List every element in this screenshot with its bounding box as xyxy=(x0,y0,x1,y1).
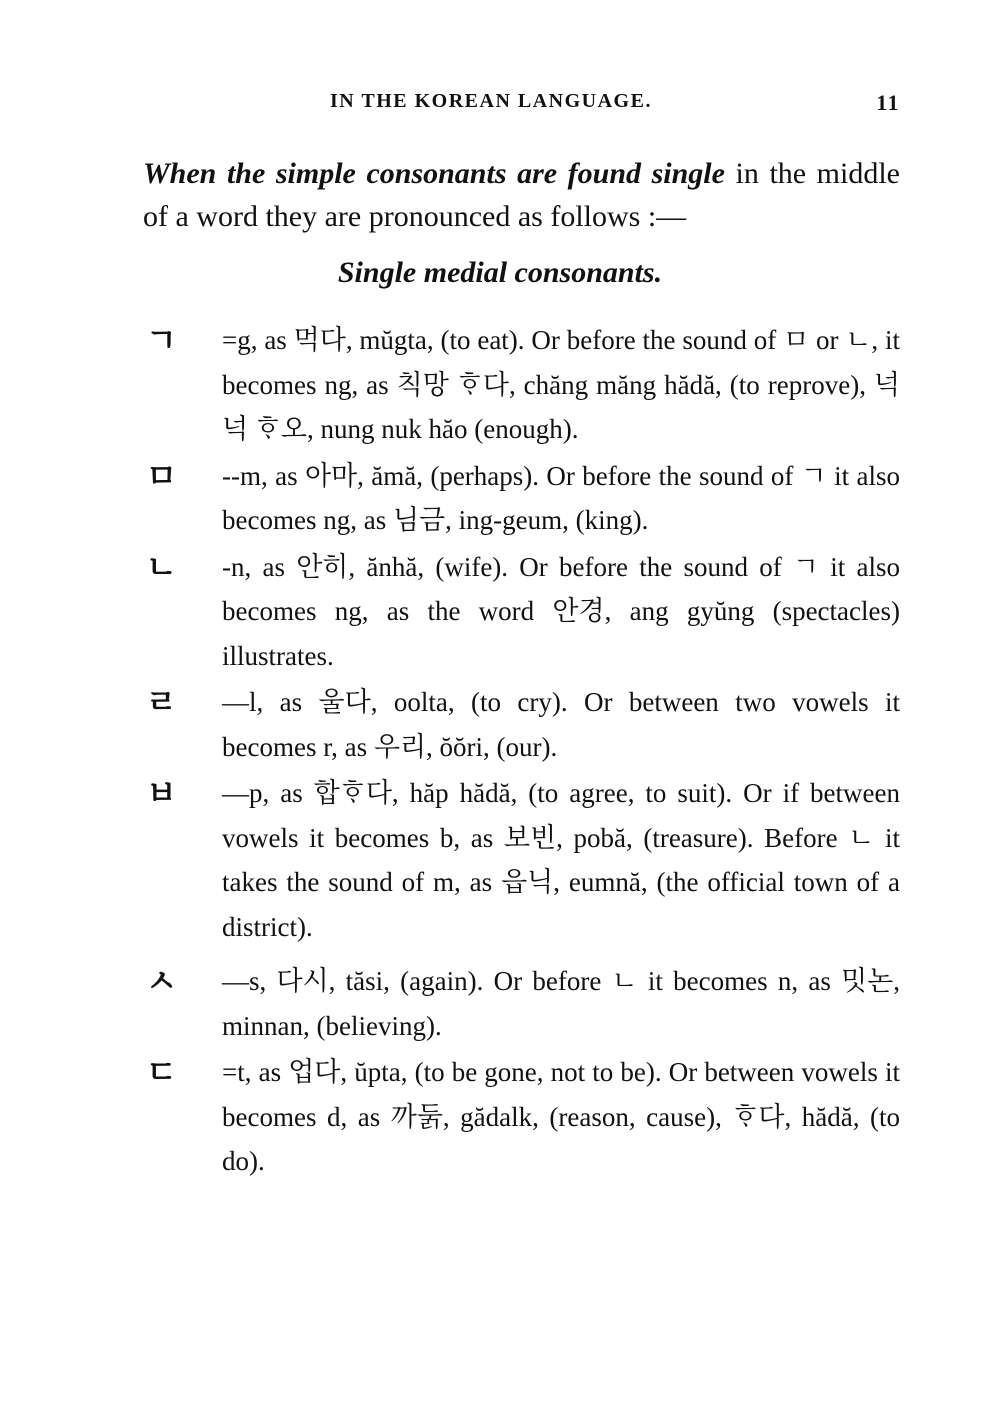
consonant-description: =t, as 업다, ŭpta, (to be gone, not to be). Or between vowels it becomes d, as 까둙, gădalk, (reason, cause), ᄒᆞ다, hădă, (to do). xyxy=(222,1057,900,1176)
intro-italic-lead: When the simple consonants are found single xyxy=(143,157,725,190)
consonant-letter: ㄹ xyxy=(146,683,177,721)
consonant-description: --m, as 아마, ămă, (perhaps). Or before the sound of ㄱ it also becomes ng, as 님금, ing-geum, (king). xyxy=(222,460,900,535)
consonant-letter: ㄷ xyxy=(146,1053,177,1091)
consonant-letter: ㅁ xyxy=(146,456,177,495)
consonant-list xyxy=(140,318,900,1186)
consonant-description: —l, as 울다, oolta, (to cry). Or between two vowels it becomes r, as 우리, ŏŏri, (our). xyxy=(222,687,900,762)
intro-paragraph xyxy=(143,152,900,238)
list-item xyxy=(140,959,900,1048)
consonant-letter: ㅂ xyxy=(146,774,177,812)
consonant-letter: ㄱ xyxy=(146,321,177,359)
section-title: Single medial consonants. xyxy=(337,256,663,289)
consonant-description: —s, 다시, tăsi, (again). Or before ㄴ it becomes n, as 밋논, minnan, (believing). xyxy=(222,966,900,1041)
page-number: 11 xyxy=(876,90,900,115)
consonant-letter: ㅅ xyxy=(146,962,177,1000)
list-item xyxy=(140,1050,900,1184)
consonant-description: -n, as 안히, ănhă, (wife). Or before the sound of ㄱ it also becomes ng, as the word 안경, ang gyŭng (spectacles) illustrates. xyxy=(222,551,900,671)
list-item xyxy=(140,680,900,769)
intro-rest: in the middle of a word they are pronounced as follows :— xyxy=(143,157,900,233)
consonant-description: =g, as 먹다, mŭgta, (to eat). Or before the sound of ㅁ or ㄴ, it becomes ng, as 칙망 ᄒᆞ다, chăng măng hădă, (to reprove), 넉넉 ᄒᆞ오, nung nuk hăo (enough). xyxy=(222,325,900,444)
list-item xyxy=(140,454,900,543)
running-head xyxy=(330,90,900,122)
list-item xyxy=(140,318,900,452)
list-item xyxy=(140,771,900,949)
consonant-description: —p, as 합ᄒᆞ다, hăp hădă, (to agree, to suit). Or if between vowels it becomes b, as 보빈, pobă, (treasure). Before ㄴ it takes the sound of m, as 읍닉, eumnă, (the official town of a district). xyxy=(222,778,900,942)
consonant-letter: ㄴ xyxy=(146,547,177,586)
running-head-title: IN THE KOREAN LANGUAGE. xyxy=(330,90,652,112)
list-item xyxy=(140,545,900,679)
